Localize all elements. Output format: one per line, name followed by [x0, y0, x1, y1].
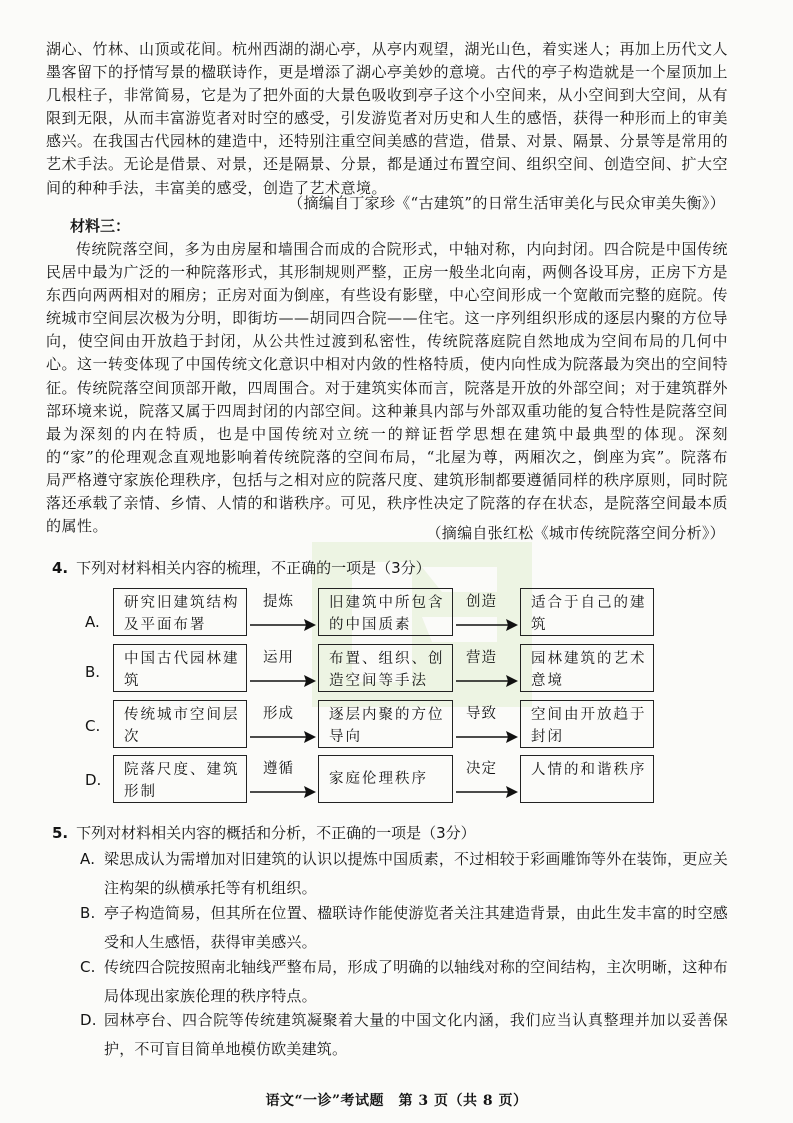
q4-option-letter: D.	[85, 771, 102, 789]
flow-box-2: 家庭伦理秩序	[318, 755, 453, 803]
question-5-number: 5.	[52, 824, 69, 842]
flow-box-1: 传统城市空间层次	[113, 700, 247, 748]
q5-option-text: 园林亭台、四合院等传统建筑凝聚着大量的中国文化内涵，我们应当认真整理并加以妥善保护，不可盲目简单地模仿欧美建筑。	[104, 1011, 728, 1058]
right-arrow-icon	[456, 730, 518, 744]
q5-option-text: 亭子构造简易，但其所在位置、楹联诗作能使游览者关注其建造背景，由此生发丰富的时空感受和人生感悟，获得审美感兴。	[104, 904, 728, 951]
material-3-heading: 材料三：	[70, 217, 131, 235]
flow-verb-2: 决定	[466, 761, 497, 777]
right-arrow-icon	[250, 674, 316, 688]
source-citation-1: （摘编自丁家珍《“古建筑”的日常生活审美化与民众审美失衡》）	[288, 194, 725, 212]
passage-paragraph-1: 湖心、竹林、山顶或花间。杭州西湖的湖心亭，从亭内观望，湖光山色，着实迷人；再加上历代文人墨客留下的抒情写景的楹联诗作，更是增添了湖心亭美妙的意境。古代的亭子构造就是一个屋顶加上几根柱子，非常简易，它是为了把外面的大景色吸收到亭子这个小空间来，从小空间到大空间，从有限到无限，从而丰富游览者对时空的感受，引发游览者对历史和人生的感悟，获得一种形而上的审美感兴。在我国古代园林的建造中，还特别注重空间美感的营造，借景、对景、隔景、分景等是常用的艺术手法。无论是借景、对景，还是隔景、分景，都是通过布置空间、组织空间、创造空间、扩大空间的种种手法，丰富美的感受，创造了艺术意境。	[46, 40, 729, 197]
flow-box-3: 园林建筑的艺术意境	[520, 644, 654, 692]
right-arrow-icon	[250, 785, 316, 799]
flow-verb-2: 创造	[466, 594, 497, 610]
source-citation-2: （摘编自张红松《城市传统院落空间分析》）	[426, 524, 725, 542]
passage-paragraph-2: 传统院落空间，多为由房屋和墙围合而成的合院形式，中轴对称，内向封闭。四合院是中国传统民居中最为广泛的一种院落形式，其形制规则严整，正房一般坐北向南，两侧各设耳房，正房下方是东西向两两相对的厢房；正房对面为倒座，有些设有影壁，中心空间形成一个宽敞而完整的庭院。传统城市空间层次极为分明，即街坊——胡同四合院——住宅。这一序列组织形成的逐层内聚的方位导向，使空间由开放趋于封闭，从公共性过渡到私密性，传统院落庭院自然地成为空间布局的几何中心。这一转变体现了中国传统文化意识中相对内敛的性格特质，使内向性成为院落最为突出的空间特征。传统院落空间顶部开敞，四周围合。对于建筑实体而言，院落是开放的外部空间；对于建筑群外部环境来说，院落又属于四周封闭的内部空间。这种兼具内部与外部双重功能的复合特性是院落空间最为深刻的内在特质，也是中国传统对立统一的辩证哲学思想在建筑中最典型的体现。深刻的“家”的伦理观念直观地影响着传统院落的空间布局，“北屋为尊，两厢次之，倒座为宾”。院落布局严格遵守家族伦理秩序，包括与之相对应的院落尺度、建筑形制都要遵循同样的秩序原则，同时院落还承载了亲情、乡情、人情的和谐秩序。可见，秩序性决定了院落的存在状态，是院落空间最本质的属性。	[46, 240, 729, 536]
q5-option-c[interactable]	[80, 953, 728, 1011]
right-arrow-icon	[250, 730, 316, 744]
q5-option-b[interactable]	[80, 899, 728, 957]
flow-box-1: 中国古代园林建筑	[113, 644, 247, 692]
q5-option-letter: A.	[80, 850, 96, 868]
q5-option-letter: D.	[80, 1011, 97, 1029]
q5-option-text: 传统四合院按照南北轴线严整布局，形成了明确的以轴线对称的空间结构，主次明晰，这种布局体现出家族伦理的秩序特点。	[104, 958, 728, 1005]
right-arrow-icon	[250, 618, 316, 632]
question-4-text: 下列对材料相关内容的梳理，不正确的一项是（3分）	[76, 559, 431, 577]
flow-verb-1: 运用	[263, 650, 294, 666]
question-4-number: 4.	[52, 559, 69, 577]
q4-option-letter: A.	[85, 613, 100, 631]
flow-box-1: 院落尺度、建筑形制	[113, 755, 247, 803]
q5-option-d[interactable]	[80, 1006, 728, 1064]
flow-box-2: 布置、组织、创造空间等手法	[318, 644, 453, 692]
flow-box-1: 研究旧建筑结构及平面布署	[113, 588, 247, 636]
q4-option-b[interactable]	[0, 644, 793, 696]
question-4-stem	[52, 557, 431, 578]
right-arrow-icon	[456, 618, 518, 632]
flow-box-2: 逐层内聚的方位导向	[318, 700, 453, 748]
page-footer: 语文“一诊”考试题 第 3 页（共 8 页）	[265, 1093, 528, 1109]
q5-option-letter: B.	[80, 904, 96, 922]
flow-box-3: 空间由开放趋于封闭	[520, 700, 654, 748]
flow-box-2: 旧建筑中所包含的中国质素	[318, 588, 453, 636]
q4-option-d[interactable]	[0, 755, 793, 807]
q5-option-letter: C.	[80, 958, 96, 976]
flow-verb-1: 形成	[263, 706, 294, 722]
flow-verb-1: 提炼	[263, 594, 294, 610]
flow-verb-2: 导致	[466, 706, 497, 722]
right-arrow-icon	[456, 785, 518, 799]
flow-box-3: 适合于自己的建筑	[520, 588, 654, 636]
question-5-stem	[52, 822, 476, 843]
right-arrow-icon	[456, 674, 518, 688]
q4-option-a[interactable]	[0, 588, 793, 640]
q4-option-c[interactable]	[0, 700, 793, 752]
q4-option-letter: B.	[85, 663, 101, 681]
question-5-text: 下列对材料相关内容的概括和分析，不正确的一项是（3分）	[76, 824, 476, 842]
flow-verb-1: 遵循	[263, 761, 294, 777]
flow-box-3: 人情的和谐秩序	[520, 755, 654, 803]
q5-option-text: 梁思成认为需增加对旧建筑的认识以提炼中国质素，不过相较于彩画雕饰等外在装饰，更应关注构架的纵横承托等有机组织。	[104, 850, 728, 897]
q5-option-a[interactable]	[80, 845, 728, 903]
q4-option-letter: C.	[85, 717, 101, 735]
flow-verb-2: 营造	[466, 650, 497, 666]
